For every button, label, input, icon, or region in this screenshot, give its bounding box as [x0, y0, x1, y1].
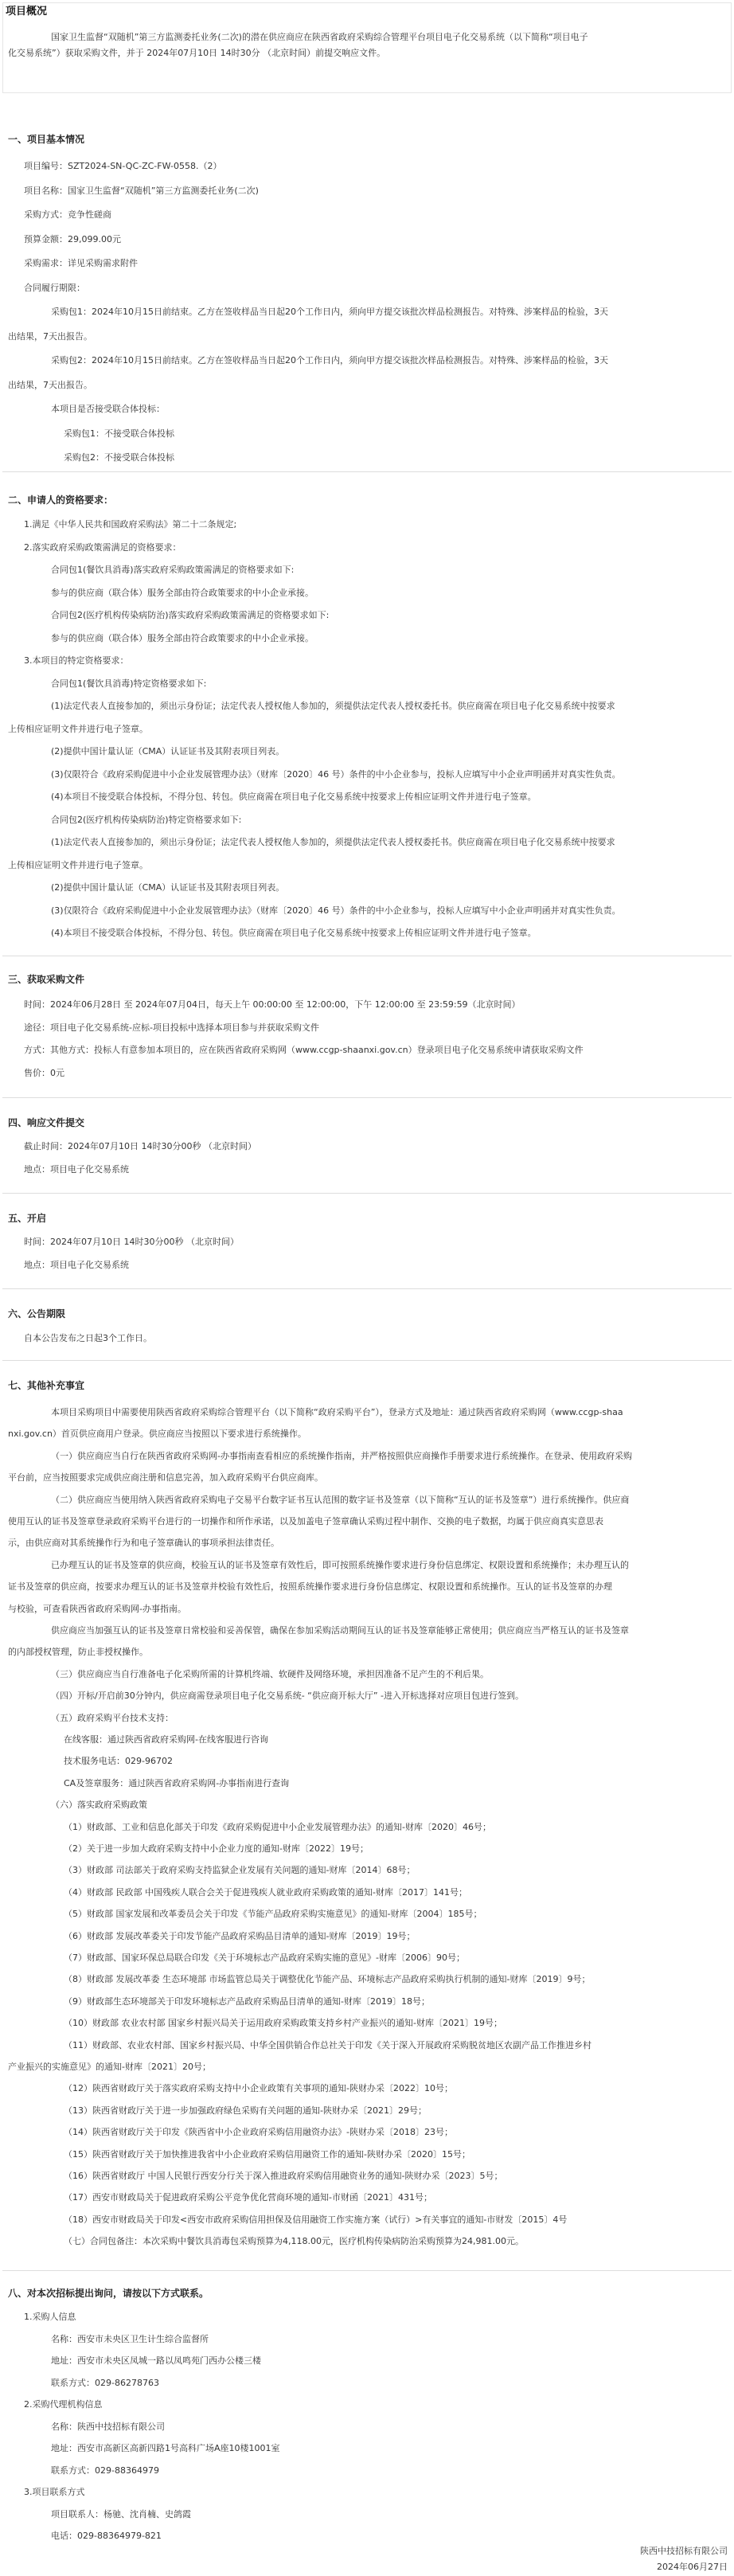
- s2-line: (2)提供中国计量认证（CMA）认证证书及其附表项目列表。: [51, 882, 285, 893]
- s2-line: (2)提供中国计量认证（CMA）认证证书及其附表项目列表。: [51, 746, 285, 756]
- s2-line: 2.落实政府采购政策需满足的资格要求：: [24, 542, 182, 553]
- section-1-title: 一、项目基本情况: [8, 134, 85, 145]
- s1-line: 出结果，7天出报告。: [8, 380, 92, 390]
- divider: [2, 2270, 732, 2271]
- s1-line: 合同履行期限：: [24, 283, 85, 293]
- section-6-title: 六、公告期限: [8, 1308, 66, 1319]
- s1-line: 采购包2：不接受联合体投标: [64, 452, 174, 463]
- section-3-title: 三、获取采购文件: [8, 974, 85, 985]
- s4-line: 截止时间：2024年07月10日 14时30分00秒 （北京时间）: [24, 1141, 256, 1151]
- s8-line: 项目联系人：杨驰、沈肖楠、史鸽霞: [51, 2509, 191, 2519]
- s8-line: 3.项目联系方式: [24, 2487, 85, 2497]
- s7-line: （11）财政部、农业农村部、国家乡村振兴局、中华全国供销合作总社关于印发《关于深入开展政府采购脱贫地区农副产品工作推进乡村: [64, 2040, 591, 2050]
- s1-line: 本项目是否接受联合体投标：: [51, 404, 165, 414]
- s8-line: 地址：西安市高新区高新四路1号高科广场A座10楼1001室: [51, 2443, 280, 2453]
- s7-line: （三）供应商应当自行准备电子化采购所需的计算机终端、软硬件及网络环境，承担因准备不足产生的不利后果。: [51, 1669, 489, 1679]
- s2-line: 参与的供应商（联合体）服务全部由符合政策要求的中小企业承接。: [51, 633, 314, 643]
- s7-line: （3）财政部 司法部关于政府采购支持监狱企业发展有关问题的通知-财库〔2014〕68号；: [64, 1865, 416, 1875]
- s7-line: 在线客服：通过陕西省政府采购网-在线客服进行咨询: [64, 1734, 268, 1745]
- section-8-title: 八、对本次招标提出询问，请按以下方式联系。: [8, 2288, 209, 2299]
- overview-title: 项目概况: [6, 6, 48, 18]
- s7-line: （7）财政部、国家环保总局联合印发《关于环境标志产品政府采购实施的意见》-财库〔2006〕90号；: [64, 1953, 465, 1963]
- s3-line: 方式：其他方式：投标人有意参加本项目的，应在陕西省政府采购网（www.ccgp-shaanxi.gov.cn）登录项目电子化交易系统申请获取采购文件: [24, 1045, 584, 1055]
- signature-company: 陕西中技招标有限公司: [640, 2546, 728, 2556]
- s7-line: 示，由供应商对其系统操作行为和电子签章确认的事项承担法律责任。: [8, 1538, 279, 1548]
- s5-line: 时间：2024年07月10日 14时30分00秒 （北京时间）: [24, 1237, 239, 1247]
- s1-line: 项目名称：国家卫生监督“双随机”第三方监测委托业务(二次): [24, 186, 259, 196]
- s7-line: （1）财政部、工业和信息化部关于印发《政府采购促进中小企业发展管理办法》的通知-财库〔2020〕46号；: [64, 1822, 491, 1832]
- s7-line: （14）陕西省财政厅关于印发《陕西省中小企业政府采购信用融资办法》-陕财办采〔2018〕23号；: [64, 2127, 453, 2137]
- s8-line: 2.采购代理机构信息: [24, 2399, 103, 2410]
- s7-line: （9）财政部生态环境部关于印发环境标志产品政府采购品目清单的通知-财库〔2019〕18号；: [64, 1996, 430, 2007]
- s7-line: 已办理互认的证书及签章的供应商，校验互认的证书及签章有效性后，即可按照系统操作要求进行身份信息绑定、权限设置和系统操作；未办理互认的: [51, 1560, 629, 1570]
- s2-line: 合同包1(餐饮具消毒)特定资格要求如下:: [51, 678, 207, 689]
- s7-line: （8）财政部 发展改革委 生态环境部 市场监管总局关于调整优化节能产品、环境标志产品政府采购执行机制的通知-财库〔2019〕9号；: [64, 1974, 591, 1984]
- s8-line: 1.采购人信息: [24, 2312, 76, 2322]
- s7-line: 产业振兴的实施意见》的通知-财库〔2021〕20号；: [8, 2062, 211, 2072]
- s7-line: （17）西安市财政局关于促进政府采购公平竞争优化营商环境的通知-市财函〔2021〕431号；: [64, 2192, 432, 2203]
- s7-line: 的内部授权管理，防止非授权操作。: [8, 1647, 148, 1657]
- s7-line: 与校验，可查看陕西省政府采购网-办事指南。: [8, 1604, 186, 1614]
- s7-line: （6）财政部 发展改革委关于印发节能产品政府采购品目清单的通知-财库〔2019〕19号；: [64, 1931, 416, 1941]
- divider: [2, 1288, 732, 1289]
- s2-line: 上传相应证明文件并进行电子签章。: [8, 724, 148, 734]
- s7-line: （5）财政部 国家发展和改革委员会关于印发《节能产品政府采购实施意见》的通知-财库〔2004〕185号；: [64, 1909, 482, 1919]
- s2-line: 合同包2(医疗机构传染病防治)特定资格要求如下:: [51, 815, 242, 825]
- s7-line: 供应商应当加强互认的证书及签章日常校验和妥善保管，确保在参加采购活动期间互认的证书及签章能够正常使用；供应商应当严格互认的证书及签章: [51, 1625, 629, 1636]
- s7-line: 平台前，应当按照要求完成供应商注册和信息完善，加入政府采购平台供应商库。: [8, 1472, 323, 1483]
- s7-line: （五）政府采购平台技术支持：: [51, 1713, 174, 1723]
- s8-line: 名称：西安市未央区卫生计生综合监督所: [51, 2334, 209, 2344]
- s7-line: 技术服务电话：029-96702: [64, 1756, 173, 1766]
- s7-line: （15）陕西省财政厅关于加快推进我省中小企业政府采购信用融资工作的通知-陕财办采〔2020〕15号；: [64, 2149, 470, 2160]
- s2-line: (3)仅限符合《政府采购促进中小企业发展管理办法》（财库〔2020〕46 号）条件的中小企业参与，投标人应填写中小企业声明函并对真实性负责。: [51, 769, 621, 780]
- s1-line: 预算金额：29,099.00元: [24, 234, 121, 244]
- s1-line: 采购包2：2024年10月15日前结束。乙方在签收样品当日起20个工作日内，须向甲方提交该批次样品检测报告。对特殊、涉案样品的检验，3天: [51, 355, 608, 365]
- divider: [2, 1360, 732, 1361]
- s2-line: (1)法定代表人直接参加的，须出示身份证；法定代表人授权他人参加的，须提供法定代表人授权委托书。供应商需在项目电子化交易系统中按要求: [51, 837, 615, 847]
- s7-line: （一）供应商应当自行在陕西省政府采购网-办事指南查看相应的系统操作指南，并严格按照供应商操作手册要求进行系统操作。在登录、使用政府采购: [51, 1451, 632, 1461]
- s7-line: nxi.gov.cn）首页供应商用户登录。供应商应当按照以下要求进行系统操作。: [8, 1429, 306, 1439]
- s3-line: 途径：项目电子化交易系统-应标-项目投标中选择本项目参与并获取采购文件: [24, 1022, 319, 1033]
- section-7-title: 七、其他补充事宜: [8, 1380, 85, 1391]
- intro-line: 化交易系统”）获取采购文件，并于 2024年07月10日 14时30分 （北京时间）前提交响应文件。: [8, 48, 386, 58]
- s7-line: 本项目采购项目中需要使用陕西省政府采购综合管理平台（以下简称“政府采购平台”），登录方式及地址：通过陕西省政府采购网（www.ccgp-shaa: [51, 1407, 623, 1417]
- s2-line: (3)仅限符合《政府采购促进中小企业发展管理办法》（财库〔2020〕46 号）条件的中小企业参与，投标人应填写中小企业声明函并对真实性负责。: [51, 905, 621, 916]
- s7-line: （12）陕西省财政厅关于落实政府采购支持中小企业政策有关事项的通知-陕财办采〔2022〕10号；: [64, 2083, 453, 2093]
- s8-line: 名称：陕西中技招标有限公司: [51, 2422, 165, 2432]
- divider: [2, 1097, 732, 1098]
- s7-line: （4）财政部 民政部 中国残疾人联合会关于促进残疾人就业政府采购政策的通知-财库〔2017〕141号；: [64, 1887, 467, 1898]
- s3-line: 售价：0元: [24, 1068, 64, 1078]
- s7-line: （2）关于进一步加大政府采购支持中小企业力度的通知-财库〔2022〕19号；: [64, 1843, 369, 1854]
- divider: [2, 1193, 732, 1194]
- section-4-title: 四、响应文件提交: [8, 1117, 85, 1128]
- s8-line: 地址：西安市未央区凤城一路以凤鸣苑门西办公楼三楼: [51, 2355, 261, 2366]
- s7-line: （13）陕西省财政厅关于进一步加强政府绿色采购有关问题的通知-陕财办采〔2021〕29号；: [64, 2105, 427, 2116]
- s2-line: 上传相应证明文件并进行电子签章。: [8, 860, 148, 870]
- s7-line: （六）落实政府采购政策: [51, 1800, 147, 1810]
- s7-line: CA及签章服务：通过陕西省政府采购网-办事指南进行查询: [64, 1778, 290, 1788]
- s5-line: 地点：项目电子化交易系统: [24, 1260, 129, 1270]
- intro-line: 国家卫生监督“双随机”第三方监测委托业务(二次)的潜在供应商应在陕西省政府采购综合管理平台项目电子化交易系统（以下简称“项目电子: [51, 32, 588, 42]
- s2-line: (4)本项目不接受联合体投标，不得分包、转包。供应商需在项目电子化交易系统中按要求上传相应证明文件并进行电子签章。: [51, 928, 537, 938]
- section-5-title: 五、开启: [8, 1213, 47, 1224]
- s8-line: 电话：029-88364979-821: [51, 2531, 162, 2541]
- s2-line: 3.本项目的特定资格要求：: [24, 655, 129, 666]
- section-2-title: 二、申请人的资格要求：: [8, 494, 114, 506]
- s1-line: 采购包1：2024年10月15日前结束。乙方在签收样品当日起20个工作日内，须向甲方提交该批次样品检测报告。对特殊、涉案样品的检验，3天: [51, 307, 608, 317]
- s6-line: 自本公告发布之日起3个工作日。: [24, 1333, 152, 1343]
- s3-line: 时间：2024年06月28日 至 2024年07月04日，每天上午 00:00:00 至 12:00:00，下午 12:00:00 至 23:59:59（北京时间）: [24, 999, 521, 1010]
- s8-line: 联系方式：029-86278763: [51, 2378, 159, 2388]
- s7-line: （七）合同包备注：本次采购中餐饮具消毒包采购预算为4,118.00元，医疗机构传染病防治采购预算为24,981.00元。: [64, 2236, 524, 2246]
- s2-line: 合同包2(医疗机构传染病防治)落实政府采购政策需满足的资格要求如下:: [51, 610, 330, 620]
- signature-date: 2024年06月27日: [657, 2562, 728, 2572]
- divider: [2, 471, 732, 472]
- s1-line: 采购包1：不接受联合体投标: [64, 428, 174, 439]
- s1-line: 采购需求：详见采购需求附件: [24, 258, 138, 268]
- s7-line: （18）西安市财政局关于印发<西安市政府采购信用担保及信用融资工作实施方案（试行）>有关事宜的通知-市财发〔2015〕4号: [64, 2214, 568, 2225]
- s7-line: 证书及签章的供应商，按要求办理互认的证书及签章并校验有效性后，按照系统操作要求进行身份信息绑定、权限设置和系统操作。互认的证书及签章的办理: [8, 1581, 612, 1592]
- s7-line: （10）财政部 农业农村部 国家乡村振兴局关于运用政府采购政策支持乡村产业振兴的通知-财库〔2021〕19号；: [64, 2018, 502, 2028]
- s1-line: 项目编号：SZT2024-SN-QC-ZC-FW-0558.（2）: [24, 161, 222, 171]
- s7-line: （16）陕西省财政厅 中国人民银行西安分行关于深入推进政府采购信用融资业务的通知-陕财办采〔2023〕5号；: [64, 2171, 503, 2181]
- s1-line: 出结果，7天出报告。: [8, 331, 92, 342]
- s8-line: 联系方式：029-88364979: [51, 2465, 159, 2476]
- s2-line: 1.满足《中华人民共和国政府采购法》第二十二条规定;: [24, 519, 237, 530]
- s1-line: 采购方式：竞争性磋商: [24, 209, 111, 220]
- s2-line: 合同包1(餐饮具消毒)落实政府采购政策需满足的资格要求如下:: [51, 565, 295, 575]
- s7-line: （二）供应商应当使用纳入陕西省政府采购电子交易平台数字证书互认范围的数字证书及签章（以下简称“互认的证书及签章”）进行系统操作。供应商: [51, 1495, 630, 1505]
- s2-line: (1)法定代表人直接参加的，须出示身份证；法定代表人授权他人参加的，须提供法定代表人授权委托书。供应商需在项目电子化交易系统中按要求: [51, 701, 615, 711]
- s7-line: （四）开标/开启前30分钟内，供应商需登录项目电子化交易系统- “供应商开标大厅” -进入开标选择对应项目包进行签到。: [51, 1691, 525, 1701]
- s2-line: (4)本项目不接受联合体投标，不得分包、转包。供应商需在项目电子化交易系统中按要求上传相应证明文件并进行电子签章。: [51, 792, 537, 802]
- s4-line: 地点：项目电子化交易系统: [24, 1164, 129, 1175]
- s2-line: 参与的供应商（联合体）服务全部由符合政策要求的中小企业承接。: [51, 588, 314, 598]
- s7-line: 使用互认的证书及签章登录政府采购平台进行的一切操作和所作承诺，以及加盖电子签章确认采购过程中制作、交换的电子数据，均属于供应商真实意思表: [8, 1516, 603, 1526]
